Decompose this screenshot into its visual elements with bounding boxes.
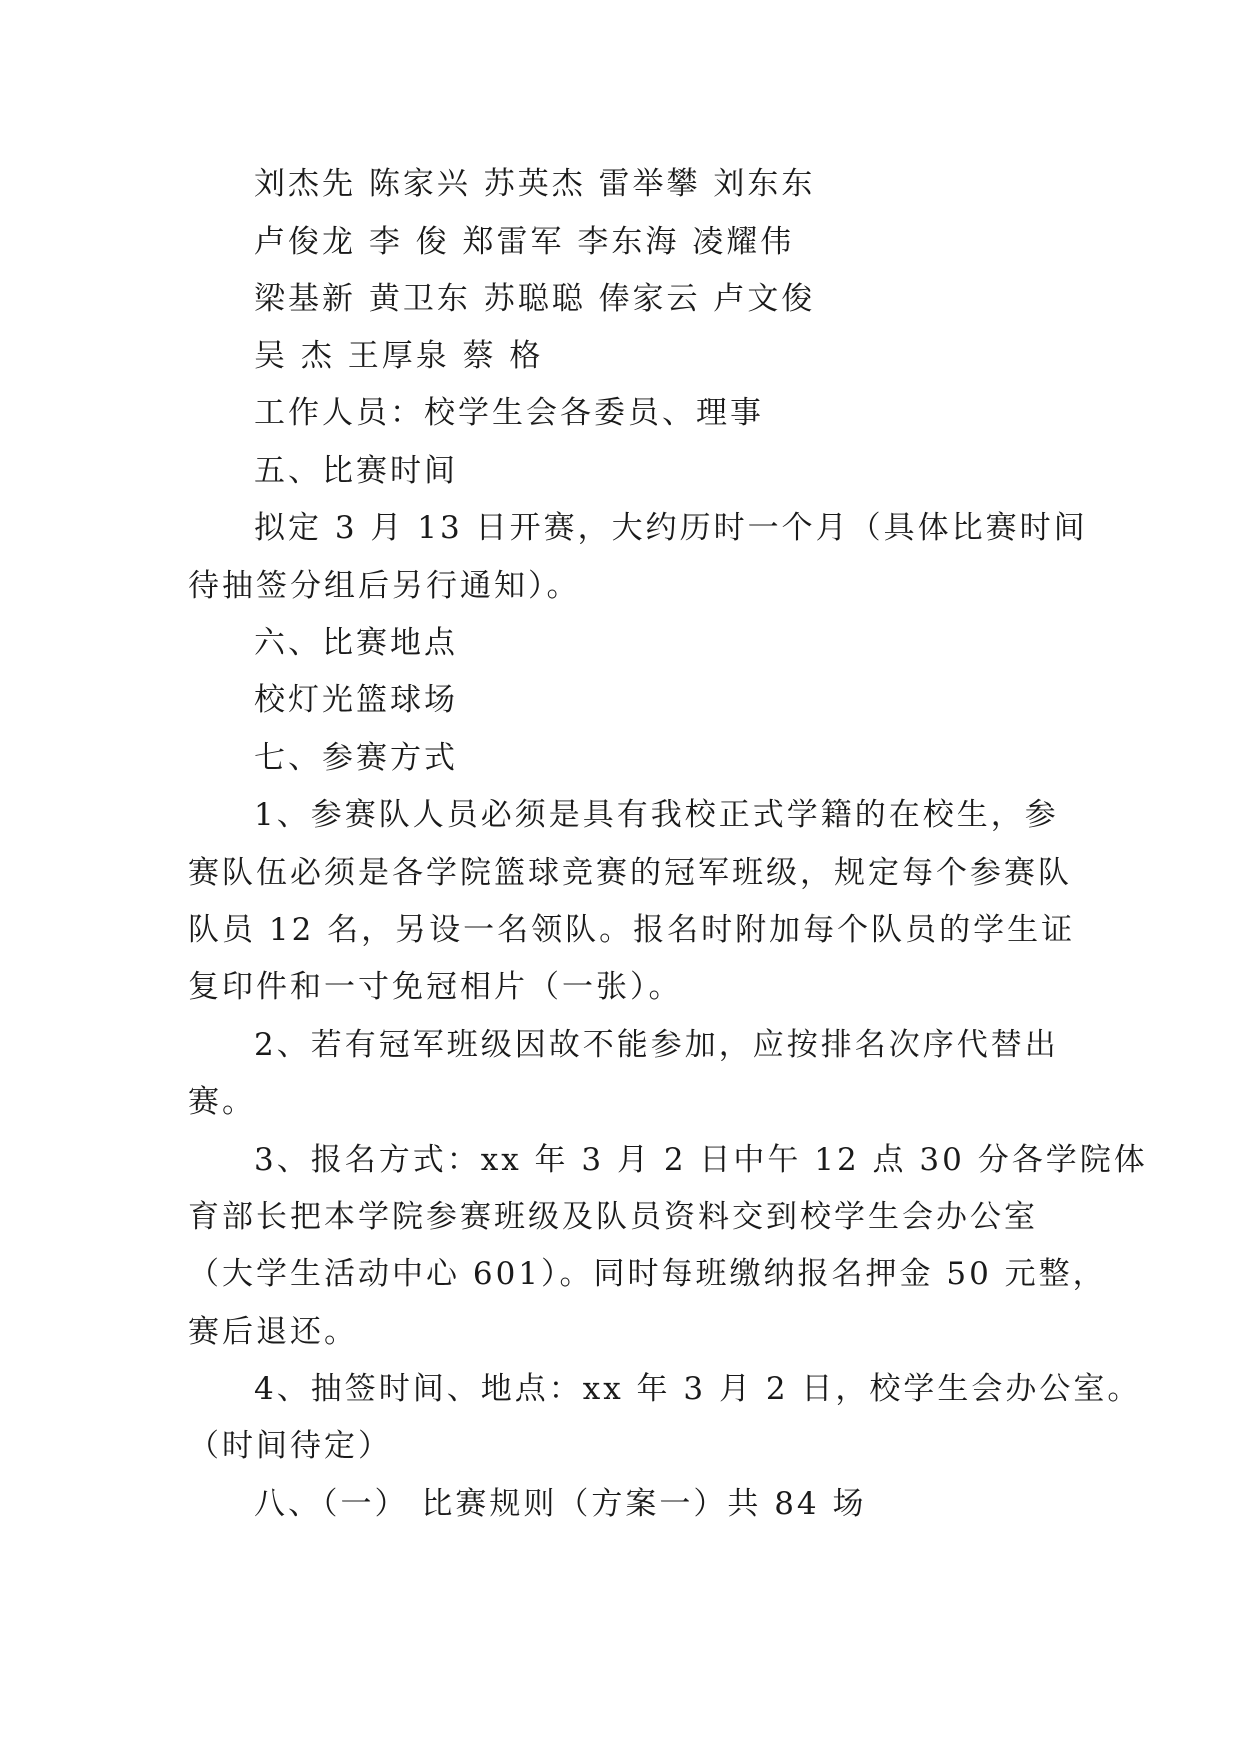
section-heading: 五、比赛时间 [254, 453, 458, 489]
text-line: 刘杰先 陈家兴 苏英杰 雷举攀 刘东东 [254, 166, 816, 202]
text-line: 待抽签分组后另行通知）。 [188, 568, 581, 604]
text-line: 赛队伍必须是各学院篮球竞赛的冠军班级，规定每个参赛队 [188, 855, 1072, 891]
text-line: 育部长把本学院参赛班级及队员资料交到校学生会办公室 [188, 1199, 1038, 1235]
text-line: 吴 杰 王厚泉 蔡 格 [254, 338, 544, 374]
section-heading: 六、比赛地点 [254, 625, 458, 661]
text-line: （大学生活动中心 601）。同时每班缴纳报名押金 50 元整， [188, 1256, 1107, 1292]
text-line: 3、报名方式：xx 年 3 月 2 日中午 12 点 30 分各学院体 [254, 1142, 1148, 1178]
text-line: 校灯光篮球场 [254, 682, 458, 718]
text-line: 拟定 3 月 13 日开赛，大约历时一个月（具体比赛时间 [254, 510, 1088, 546]
text-line: 复印件和一寸免冠相片（一张）。 [188, 969, 683, 1005]
text-line: 赛。 [188, 1084, 256, 1120]
text-line: 梁基新 黄卫东 苏聪聪 俸家云 卢文俊 [254, 281, 816, 317]
text-line: 卢俊龙 李 俊 郑雷军 李东海 凌耀伟 [254, 224, 795, 260]
text-line: 2、若有冠军班级因故不能参加，应按排名次序代替出 [254, 1027, 1059, 1063]
text-line: 工作人员：校学生会各委员、理事 [254, 395, 764, 431]
text-line: 4、抽签时间、地点：xx 年 3 月 2 日，校学生会办公室。 [254, 1371, 1142, 1407]
section-heading: 八、（一） 比赛规则（方案一）共 84 场 [254, 1486, 867, 1522]
text-line: 赛后退还。 [188, 1314, 358, 1350]
text-line: （时间待定） [188, 1428, 392, 1464]
text-line: 队员 12 名，另设一名领队。报名时附加每个队员的学生证 [188, 912, 1076, 948]
section-heading: 七、参赛方式 [254, 740, 458, 776]
text-line: 1、参赛队人员必须是具有我校正式学籍的在校生，参 [254, 797, 1059, 833]
